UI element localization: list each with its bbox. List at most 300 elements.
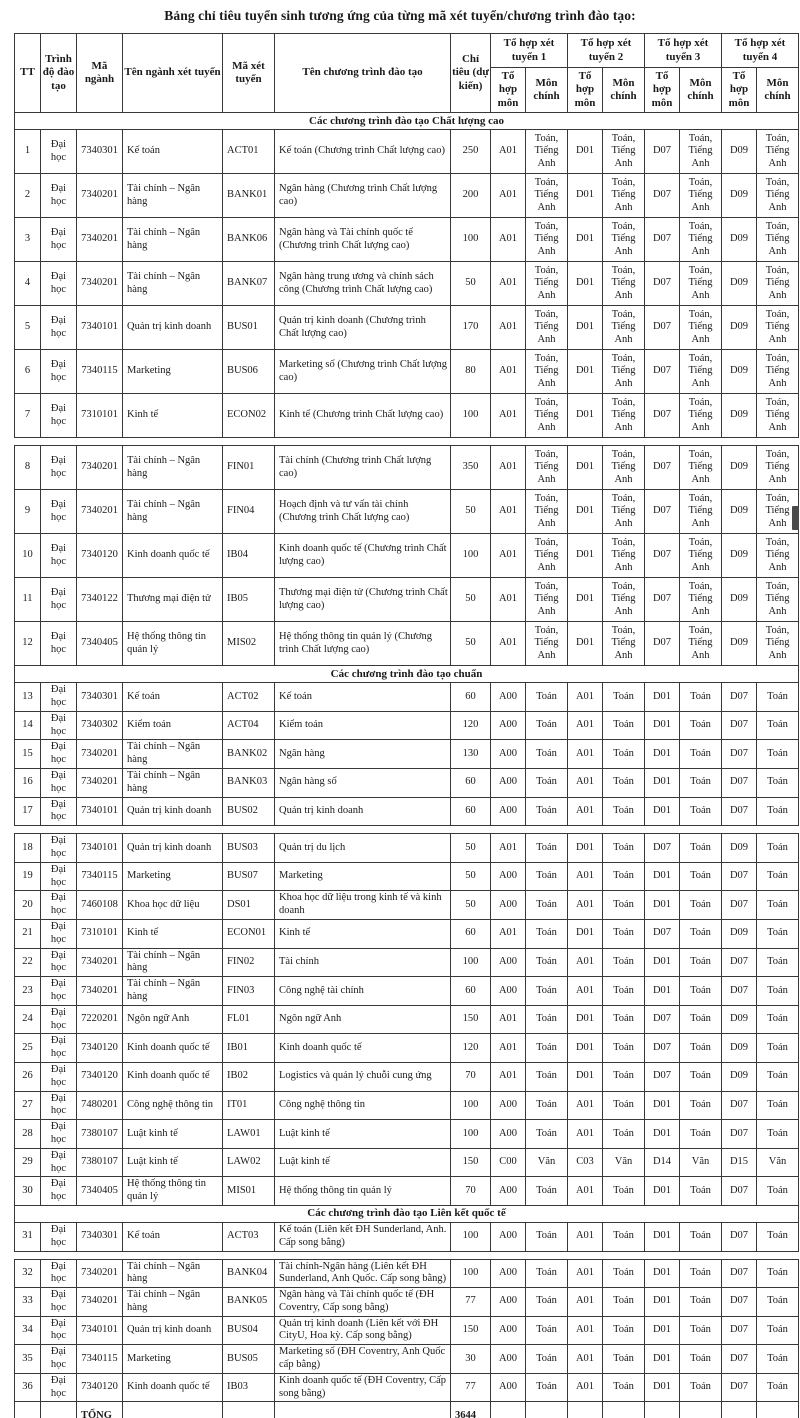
combo-code: D07 (645, 394, 680, 438)
combo-code: A01 (491, 1034, 526, 1063)
row-admission-code: IB05 (223, 578, 275, 622)
combo-code: D01 (568, 1034, 603, 1063)
row-major-name: Kinh doanh quốc tế (123, 1373, 223, 1402)
row-program-name: Kinh doanh quốc tế (ĐH Coventry, Cấp song bằng) (275, 1373, 451, 1402)
row-admission-code: IB01 (223, 1034, 275, 1063)
combo-main-subject: Toán, Tiếng Anh (526, 446, 568, 490)
row-major-code: 7340101 (77, 834, 123, 863)
row-quota: 100 (451, 948, 491, 977)
combo-code: D07 (722, 769, 757, 798)
row-tt: 3 (15, 218, 41, 262)
row-quota: 70 (451, 1062, 491, 1091)
combo-code: A00 (491, 1345, 526, 1374)
row-program-name: Marketing (275, 862, 451, 891)
row-level: Đại học (41, 797, 77, 826)
row-major-name: Kinh tế (123, 919, 223, 948)
combo-main-subject: Toán (680, 862, 722, 891)
row-level: Đại học (41, 1222, 77, 1251)
row-major-code: 7340115 (77, 862, 123, 891)
combo-code: A00 (491, 891, 526, 920)
combo-main-subject: Toán (757, 834, 799, 863)
combo-main-subject: Toán (757, 1259, 799, 1288)
row-tt: 34 (15, 1316, 41, 1345)
row-tt: 12 (15, 622, 41, 666)
row-program-name: Kế toán (275, 683, 451, 712)
combo-code: D07 (722, 948, 757, 977)
combo-code: D09 (722, 534, 757, 578)
combo-main-subject: Toán, Tiếng Anh (680, 534, 722, 578)
combo-code: D07 (645, 350, 680, 394)
combo-main-subject: Toán (680, 891, 722, 920)
table-row (15, 891, 799, 920)
row-level: Đại học (41, 1345, 77, 1374)
row-admission-code: FIN02 (223, 948, 275, 977)
table-row (15, 1148, 799, 1177)
combo-code: A01 (568, 797, 603, 826)
combo-main-subject: Văn (757, 1148, 799, 1177)
combo-code: D07 (722, 1222, 757, 1251)
combo-code: A00 (491, 977, 526, 1006)
table-row (15, 1373, 799, 1402)
combo-code: A01 (491, 394, 526, 438)
combo-code: A00 (491, 1222, 526, 1251)
row-program-name: Kinh doanh quốc tế (Chương trình Chất lượng cao) (275, 534, 451, 578)
row-admission-code: BUS07 (223, 862, 275, 891)
combo-main-subject: Toán (757, 919, 799, 948)
combo-code: D01 (645, 769, 680, 798)
combo-main-subject: Toán, Tiếng Anh (757, 446, 799, 490)
table-row (15, 394, 799, 438)
combo-main-subject: Toán, Tiếng Anh (603, 218, 645, 262)
combo-main-subject: Toán (603, 1345, 645, 1374)
col-header-2: Mã ngành (77, 34, 123, 113)
combo-group-header-4: Tổ hợp xét tuyển 4 (722, 34, 799, 68)
combo-code: D15 (722, 1148, 757, 1177)
row-major-name: Kế toán (123, 683, 223, 712)
combo-code: A01 (568, 1120, 603, 1149)
combo-code: D01 (645, 1345, 680, 1374)
row-tt: 5 (15, 306, 41, 350)
table-row (15, 490, 799, 534)
row-quota: 50 (451, 622, 491, 666)
combo-code: A01 (491, 218, 526, 262)
row-quota: 100 (451, 1120, 491, 1149)
row-program-name: Thương mại điện tử (Chương trình Chất lượng cao) (275, 578, 451, 622)
combo-code: A01 (491, 306, 526, 350)
combo-main-subject: Toán (680, 683, 722, 712)
combo-main-subject: Toán, Tiếng Anh (680, 306, 722, 350)
empty-cell (275, 1402, 451, 1418)
combo-code: D07 (722, 1316, 757, 1345)
row-level: Đại học (41, 711, 77, 740)
row-major-code: 7340201 (77, 262, 123, 306)
combo-code: A01 (568, 711, 603, 740)
combo-code: D07 (722, 862, 757, 891)
combo-code: A01 (568, 977, 603, 1006)
table-row (15, 769, 799, 798)
row-major-name: Luật kinh tế (123, 1120, 223, 1149)
combo-code: A01 (568, 1345, 603, 1374)
combo-code: A01 (568, 891, 603, 920)
row-tt: 15 (15, 740, 41, 769)
table-row (15, 919, 799, 948)
combo-code: A01 (568, 1222, 603, 1251)
row-major-code: 7460108 (77, 891, 123, 920)
combo-code: A00 (491, 683, 526, 712)
row-major-code: 7340201 (77, 174, 123, 218)
row-program-name: Quản trị kinh doanh (Liên kết với ĐH CityU, Hoa kỳ. Cấp song bằng) (275, 1316, 451, 1345)
row-tt: 29 (15, 1148, 41, 1177)
row-admission-code: BANK01 (223, 174, 275, 218)
combo-main-subject: Văn (680, 1148, 722, 1177)
combo-code: D01 (568, 834, 603, 863)
combo-code: D01 (568, 490, 603, 534)
row-admission-code: ACT04 (223, 711, 275, 740)
combo-code: D14 (645, 1148, 680, 1177)
combo-main-subject: Toán, Tiếng Anh (603, 622, 645, 666)
combo-code: D09 (722, 919, 757, 948)
row-program-name: Kinh tế (275, 919, 451, 948)
row-tt: 25 (15, 1034, 41, 1063)
to-hop-mon-header: Tổ hợp môn (645, 68, 680, 113)
row-tt: 22 (15, 948, 41, 977)
combo-code: D07 (645, 1034, 680, 1063)
table-row (15, 1091, 799, 1120)
combo-main-subject: Toán (680, 919, 722, 948)
empty-cell (526, 1402, 568, 1418)
row-program-name: Marketing số (Chương trình Chất lượng cao) (275, 350, 451, 394)
combo-main-subject: Toán, Tiếng Anh (526, 350, 568, 394)
row-program-name: Quản trị du lịch (275, 834, 451, 863)
combo-main-subject: Toán, Tiếng Anh (526, 218, 568, 262)
row-major-name: Quản trị kinh doanh (123, 1316, 223, 1345)
empty-cell (491, 1402, 526, 1418)
row-major-code: 7340120 (77, 1062, 123, 1091)
row-admission-code: BANK05 (223, 1288, 275, 1317)
combo-code: D01 (645, 891, 680, 920)
combo-main-subject: Toán (603, 769, 645, 798)
combo-main-subject: Toán (526, 834, 568, 863)
row-major-code: 7380107 (77, 1148, 123, 1177)
row-major-name: Tài chính – Ngân hàng (123, 218, 223, 262)
row-level: Đại học (41, 1005, 77, 1034)
row-tt: 27 (15, 1091, 41, 1120)
combo-code: D01 (568, 130, 603, 174)
combo-code: D07 (645, 1005, 680, 1034)
combo-main-subject: Toán (680, 1062, 722, 1091)
table-row (15, 622, 799, 666)
combo-main-subject: Toán, Tiếng Anh (603, 394, 645, 438)
table-row (15, 797, 799, 826)
empty-cell (223, 1402, 275, 1418)
combo-code: D07 (645, 218, 680, 262)
combo-code: D01 (568, 446, 603, 490)
combo-main-subject: Toán (680, 711, 722, 740)
row-level: Đại học (41, 1148, 77, 1177)
row-quota: 50 (451, 578, 491, 622)
combo-code: D01 (645, 977, 680, 1006)
row-admission-code: BANK04 (223, 1259, 275, 1288)
combo-code: C00 (491, 1148, 526, 1177)
combo-code: D07 (645, 446, 680, 490)
combo-code: D07 (722, 1288, 757, 1317)
combo-main-subject: Toán, Tiếng Anh (680, 262, 722, 306)
row-major-code: 7340115 (77, 1345, 123, 1374)
section-row (15, 666, 799, 683)
combo-main-subject: Toán, Tiếng Anh (603, 262, 645, 306)
row-major-code: 7340301 (77, 1222, 123, 1251)
combo-main-subject: Toán (603, 1316, 645, 1345)
row-program-name: Tài chính (275, 948, 451, 977)
combo-main-subject: Toán (526, 1259, 568, 1288)
row-tt: 16 (15, 769, 41, 798)
table-row (15, 262, 799, 306)
table-row (15, 130, 799, 174)
row-tt: 35 (15, 1345, 41, 1374)
combo-code: A01 (568, 740, 603, 769)
combo-code: D07 (645, 919, 680, 948)
row-tt: 19 (15, 862, 41, 891)
combo-main-subject: Toán, Tiếng Anh (526, 622, 568, 666)
table-row (15, 446, 799, 490)
row-program-name: Ngân hàng (275, 740, 451, 769)
combo-code: D09 (722, 446, 757, 490)
row-quota: 150 (451, 1005, 491, 1034)
combo-group-header-2: Tổ hợp xét tuyển 2 (568, 34, 645, 68)
combo-main-subject: Toán (680, 948, 722, 977)
combo-main-subject: Toán (603, 1091, 645, 1120)
combo-code: A01 (568, 1373, 603, 1402)
row-admission-code: FIN03 (223, 977, 275, 1006)
table-row (15, 1345, 799, 1374)
row-major-code: 7340201 (77, 977, 123, 1006)
table-row (15, 1288, 799, 1317)
row-quota: 50 (451, 862, 491, 891)
row-program-name: Khoa học dữ liệu trong kinh tế và kinh doanh (275, 891, 451, 920)
combo-code: D07 (645, 622, 680, 666)
combo-main-subject: Toán, Tiếng Anh (526, 174, 568, 218)
combo-code: D01 (645, 711, 680, 740)
row-quota: 350 (451, 446, 491, 490)
combo-code: A01 (491, 1005, 526, 1034)
combo-code: D07 (645, 306, 680, 350)
table-row (15, 1177, 799, 1206)
row-major-code: 7340405 (77, 1177, 123, 1206)
combo-main-subject: Toán (757, 1177, 799, 1206)
table-row (15, 534, 799, 578)
table-row (15, 578, 799, 622)
combo-code: A00 (491, 1373, 526, 1402)
combo-main-subject: Toán, Tiếng Anh (757, 262, 799, 306)
combo-code: A01 (568, 683, 603, 712)
combo-code: D07 (722, 1177, 757, 1206)
row-level: Đại học (41, 130, 77, 174)
combo-main-subject: Toán (680, 769, 722, 798)
combo-code: A01 (491, 834, 526, 863)
combo-code: D09 (722, 174, 757, 218)
combo-code: D07 (722, 1373, 757, 1402)
combo-main-subject: Toán, Tiếng Anh (526, 534, 568, 578)
combo-code: A00 (491, 797, 526, 826)
row-major-code: 7340201 (77, 740, 123, 769)
combo-main-subject: Toán (757, 1373, 799, 1402)
row-major-code: 7340120 (77, 534, 123, 578)
row-program-name: Ngân hàng trung ương và chính sách công (Chương trình Chất lượng cao) (275, 262, 451, 306)
row-admission-code: ACT01 (223, 130, 275, 174)
combo-main-subject: Toán (526, 1177, 568, 1206)
row-quota: 70 (451, 1177, 491, 1206)
row-program-name: Ngân hàng (Chương trình Chất lượng cao) (275, 174, 451, 218)
row-major-code: 7340201 (77, 948, 123, 977)
to-hop-mon-header: Tổ hợp môn (568, 68, 603, 113)
row-quota: 50 (451, 891, 491, 920)
empty-cell (722, 1402, 757, 1418)
combo-code: D09 (722, 350, 757, 394)
combo-group-header-3: Tổ hợp xét tuyển 3 (645, 34, 722, 68)
combo-code: A00 (491, 1259, 526, 1288)
combo-main-subject: Toán (680, 797, 722, 826)
combo-code: D07 (722, 740, 757, 769)
row-tt: 2 (15, 174, 41, 218)
combo-main-subject: Toán (680, 1005, 722, 1034)
combo-main-subject: Toán, Tiếng Anh (680, 218, 722, 262)
combo-main-subject: Toán (603, 711, 645, 740)
combo-main-subject: Toán (526, 948, 568, 977)
row-major-name: Luật kinh tế (123, 1148, 223, 1177)
combo-main-subject: Toán (526, 1091, 568, 1120)
row-level: Đại học (41, 534, 77, 578)
row-admission-code: ACT02 (223, 683, 275, 712)
row-admission-code: ACT03 (223, 1222, 275, 1251)
combo-main-subject: Toán, Tiếng Anh (603, 130, 645, 174)
row-major-code: 7310101 (77, 919, 123, 948)
row-admission-code: IB03 (223, 1373, 275, 1402)
combo-main-subject: Toán (680, 740, 722, 769)
row-major-name: Kinh tế (123, 394, 223, 438)
row-tt: 11 (15, 578, 41, 622)
row-admission-code: FIN01 (223, 446, 275, 490)
combo-main-subject: Toán (680, 1091, 722, 1120)
combo-main-subject: Toán, Tiếng Anh (680, 446, 722, 490)
combo-code: D01 (645, 948, 680, 977)
row-major-name: Tài chính – Ngân hàng (123, 977, 223, 1006)
row-quota: 120 (451, 1034, 491, 1063)
table-row (15, 683, 799, 712)
combo-main-subject: Toán (526, 1062, 568, 1091)
row-quota: 100 (451, 218, 491, 262)
combo-main-subject: Toán, Tiếng Anh (757, 130, 799, 174)
combo-code: D09 (722, 1034, 757, 1063)
row-major-name: Tài chính – Ngân hàng (123, 948, 223, 977)
row-tt: 30 (15, 1177, 41, 1206)
combo-code: C03 (568, 1148, 603, 1177)
combo-code: D09 (722, 622, 757, 666)
combo-main-subject: Toán (757, 1034, 799, 1063)
row-admission-code: BUS05 (223, 1345, 275, 1374)
row-level: Đại học (41, 1288, 77, 1317)
section-header: Các chương trình đào tạo Chất lượng cao (15, 113, 799, 130)
combo-code: A01 (568, 769, 603, 798)
combo-main-subject: Toán (526, 1345, 568, 1374)
row-tt: 24 (15, 1005, 41, 1034)
row-program-name: Luật kinh tế (275, 1120, 451, 1149)
row-program-name: Kiểm toán (275, 711, 451, 740)
row-tt: 13 (15, 683, 41, 712)
row-major-code: 7220201 (77, 1005, 123, 1034)
row-tt: 17 (15, 797, 41, 826)
row-quota: 100 (451, 1091, 491, 1120)
combo-main-subject: Toán (603, 891, 645, 920)
combo-code: D01 (568, 174, 603, 218)
admissions-table-segment (14, 833, 799, 1251)
row-major-code: 7340302 (77, 711, 123, 740)
row-quota: 80 (451, 350, 491, 394)
combo-code: D01 (645, 1316, 680, 1345)
combo-main-subject: Toán, Tiếng Anh (757, 490, 799, 534)
combo-main-subject: Toán, Tiếng Anh (757, 534, 799, 578)
combo-code: D01 (645, 683, 680, 712)
combo-main-subject: Toán, Tiếng Anh (757, 394, 799, 438)
row-level: Đại học (41, 834, 77, 863)
row-program-name: Quản trị kinh doanh (275, 797, 451, 826)
row-tt: 31 (15, 1222, 41, 1251)
row-level: Đại học (41, 1091, 77, 1120)
row-major-code: 7340201 (77, 1288, 123, 1317)
combo-main-subject: Toán (680, 1288, 722, 1317)
combo-code: A00 (491, 1177, 526, 1206)
row-level: Đại học (41, 490, 77, 534)
row-program-name: Tài chính (Chương trình Chất lượng cao) (275, 446, 451, 490)
col-header-0: TT (15, 34, 41, 113)
combo-code: A00 (491, 711, 526, 740)
row-tt: 23 (15, 977, 41, 1006)
combo-main-subject: Toán (757, 862, 799, 891)
table-row (15, 218, 799, 262)
row-level: Đại học (41, 977, 77, 1006)
mon-chinh-header: Môn chính (757, 68, 799, 113)
combo-code: D01 (568, 394, 603, 438)
combo-code: A01 (568, 862, 603, 891)
combo-main-subject: Toán, Tiếng Anh (603, 534, 645, 578)
combo-code: D07 (722, 1345, 757, 1374)
row-program-name: Luật kinh tế (275, 1148, 451, 1177)
combo-main-subject: Toán (757, 1316, 799, 1345)
combo-main-subject: Toán (680, 1373, 722, 1402)
row-admission-code: ECON02 (223, 394, 275, 438)
row-admission-code: BUS01 (223, 306, 275, 350)
row-level: Đại học (41, 919, 77, 948)
combo-main-subject: Toán (603, 740, 645, 769)
row-admission-code: DS01 (223, 891, 275, 920)
admissions-table-segment (14, 1259, 799, 1418)
combo-main-subject: Toán (526, 711, 568, 740)
combo-main-subject: Toán, Tiếng Anh (680, 578, 722, 622)
row-program-name: Công nghệ thông tin (275, 1091, 451, 1120)
row-quota: 200 (451, 174, 491, 218)
row-major-name: Quản trị kinh doanh (123, 797, 223, 826)
combo-main-subject: Toán (680, 1259, 722, 1288)
combo-code: A01 (491, 534, 526, 578)
combo-main-subject: Toán, Tiếng Anh (680, 350, 722, 394)
combo-code: A01 (491, 262, 526, 306)
row-major-name: Tài chính – Ngân hàng (123, 769, 223, 798)
row-tt: 14 (15, 711, 41, 740)
combo-main-subject: Toán (603, 948, 645, 977)
table-row (15, 1222, 799, 1251)
row-admission-code: MIS01 (223, 1177, 275, 1206)
combo-main-subject: Toán (757, 1222, 799, 1251)
row-major-name: Tài chính – Ngân hàng (123, 446, 223, 490)
